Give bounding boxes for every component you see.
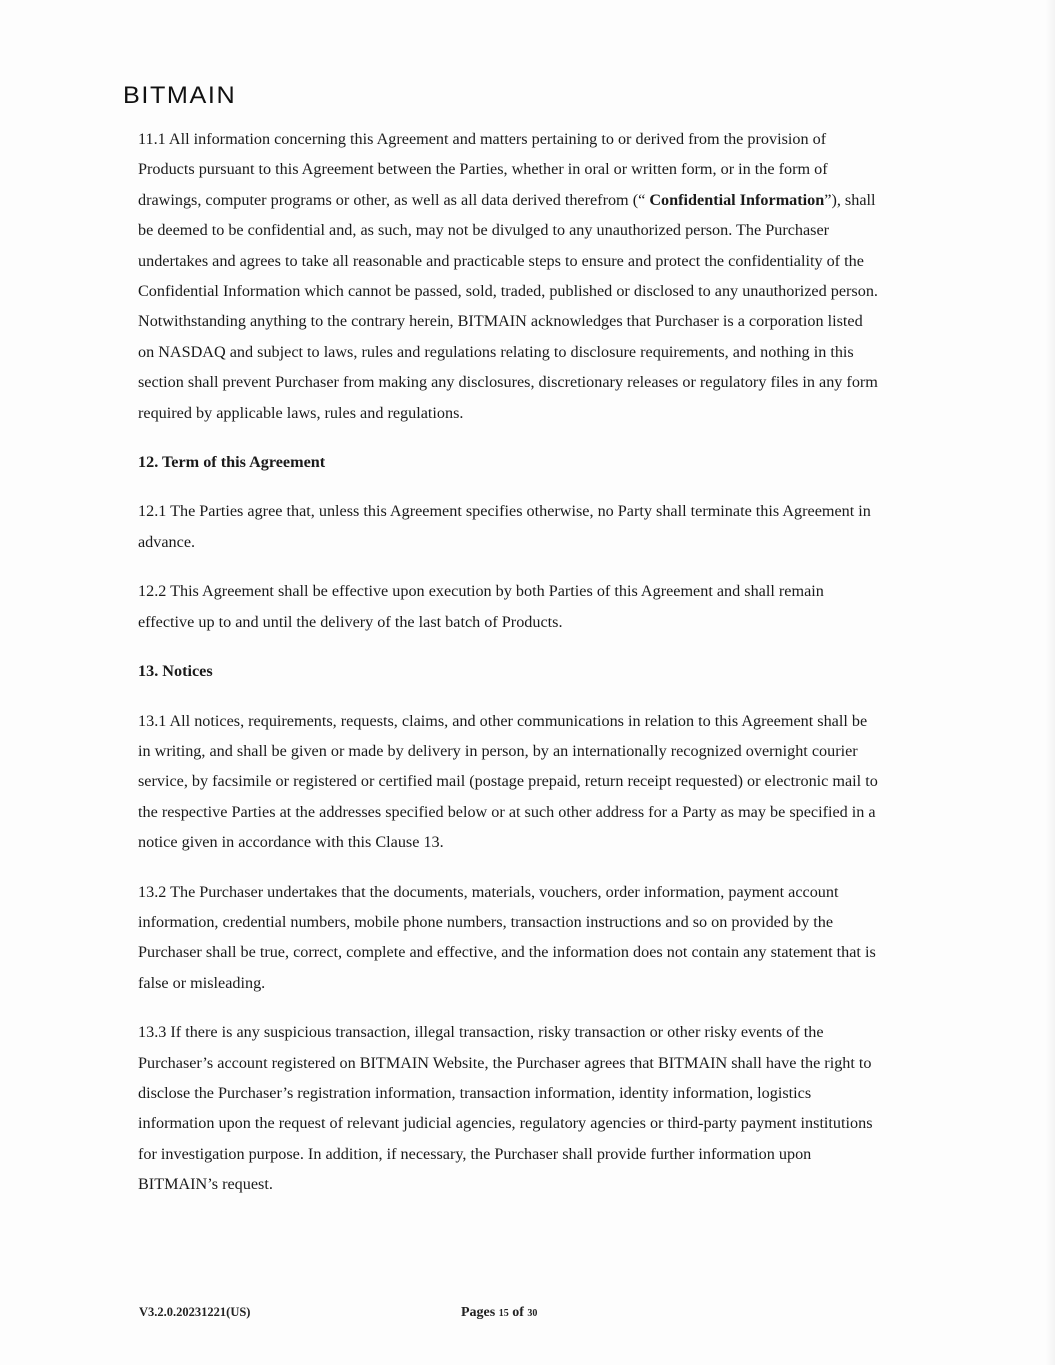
of-label: of	[512, 1305, 524, 1320]
heading-section-13: 13. Notices	[138, 662, 213, 681]
clause-13-1: 13.1 All notices, requirements, requests, claims, and other communications in relation to this Agreement shall be in writing, and shall be given or made by delivery in person, by an internationally recognized overnight courier service, by facsimile or registered or certified mail (postage prepaid, return receipt requested) or electronic mail to the respective Parties at the addresses specified below or at such other address for a Party as may be specified in a notice given in accordance with this Clause 13.	[138, 711, 878, 852]
pages-label: Pages	[461, 1305, 496, 1320]
current-page: 15	[498, 1308, 509, 1319]
clause-13-3: 13.3 If there is any suspicious transaction, illegal transaction, risky transaction or other risky events of the Purchaser’s account registered on BITMAIN Website, the Purchaser agrees that BITMAIN shall have the right to disclose the Purchaser’s registration information, transaction information, identity information, logistics information upon the request of relevant judicial agencies, regulatory agencies or third-party payment institutions for investigation purpose. In addition, if necessary, the Purchaser shall provide further information upon BITMAIN’s request.	[138, 1023, 873, 1194]
clause-11-1-text-a: 11.1 All information concerning this Agreement and matters pertaining to or derived from the provision of Products pursuant to this Agreement between the Parties, whether in oral or written form, or in the form of drawings, computer programs or other, as well as all data derived therefrom (“	[138, 130, 828, 209]
clause-13-2: 13.2 The Purchaser undertakes that the documents, materials, vouchers, order information, payment account information, credential numbers, mobile phone numbers, transaction instructions and so on provided by the Purchaser shall be true, correct, complete and effective, and the information does not contain any statement that is false or misleading.	[138, 882, 876, 992]
heading-section-12: 12. Term of this Agreement	[138, 453, 326, 472]
total-pages: 30	[527, 1308, 538, 1319]
page-edge	[1045, 0, 1055, 1365]
clause-12-1: 12.1 The Parties agree that, unless this Agreement specifies otherwise, no Party shall terminate this Agreement in advance.	[138, 502, 871, 551]
confidential-information-term: Confidential Information	[649, 190, 825, 209]
bitmain-logo: BITMAIN	[123, 82, 237, 109]
clause-11-1	[138, 124, 878, 428]
clause-11-1-text-b: ”), shall be deemed to be confidential and, as such, may not be divulged to any unauthorized person. The Purchaser undertakes and agrees to take all reasonable and practicable steps to ensure and protect the confidentiality of the Confidential Information which cannot be passed, sold, traded, published or disclosed to any unauthorized person. Notwithstanding anything to the contrary herein, BITMAIN acknowledges that Purchaser is a corporation listed on NASDAQ and subject to laws, rules and regulations relating to disclosure requirements, and nothing in this section shall prevent Purchaser from making any disclosures, discretionary releases or regulatory files in any form required by applicable laws, rules and regulations.	[138, 190, 878, 422]
page-number	[461, 1305, 537, 1321]
clause-12-2: 12.2 This Agreement shall be effective upon execution by both Parties of this Agreement and shall remain effective up to and until the delivery of the last batch of Products.	[138, 582, 824, 631]
document-body	[138, 124, 878, 1219]
version-label: V3.2.0.20231221(US)	[139, 1305, 251, 1319]
